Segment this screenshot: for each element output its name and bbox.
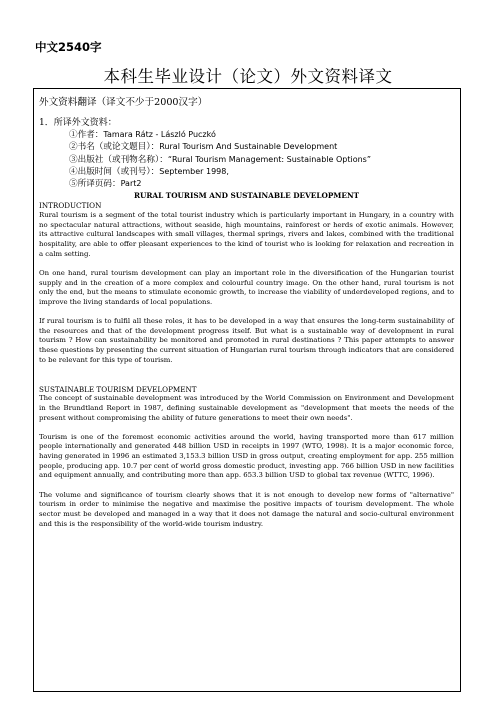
intro-heading: INTRODUCTION [39,201,102,211]
source-author: ①作者：Tamara Rátz - László Puczkó [69,130,216,140]
intro-paragraph-1: Rural tourism is a segment of the total tourist industry which is particularly important in Hungary, in a country with no spectacular natural attractions, without seaside, high mountains, rainforest or herds of exotic animals. However, its attractive cultural landscapes with small villages, thermal springs, rivers and lakes, combined with the traditional hospitality, are able to offer pleasant experiences to the kind of tourist who is looking for relaxation and recreation in a calm setting. [39,211,454,258]
sustainable-paragraph-1: The concept of sustainable development was introduced by the World Commission on Environment and Development in the Brundtland Report in 1987, defining sustainable development as "development that meets the needs of the present without compromising the ability of future generations to meet their own needs". [39,394,454,422]
sustainable-heading: SUSTAINABLE TOURISM DEVELOPMENT [39,384,197,394]
intro-paragraph-3: If rural tourism is to fulfil all these roles, it has to be developed in a way that ensures the long-term sustainability of the resources and that of the development progress itself. But what is a sustainable way of development in rural tourism ? How can sustainability be monitored and promoted in rural destinations ? This paper attempts to answer these questions by presenting the current situation of Hungarian rural tourism through indicators that are considered to be relevant for this type of tourism. [39,317,454,364]
article-main-heading: RURAL TOURISM AND SUSTAINABLE DEVELOPMENT [133,191,360,201]
source-info-list [39,129,454,190]
source-info-title: 1．所译外文资料： [39,118,117,128]
source-publisher: ③出版社（或刊物名称）：“Rural Tourism Management: Sustainable Options” [69,154,371,165]
source-pages: ⑤所译页码：Part2 [69,179,142,190]
document-title: 本科生毕业设计（论文）外文资料译文 [103,67,393,86]
sustainable-paragraph-3: The volume and significance of tourism clearly shows that it is not enough to develop new forms of "alternative" tourism in order to minimise the negative and maximise the positive impacts of tourism development. The whole sector must be developed and managed in a way that it does not damage the natural and socio-cultural environment and this is the responsibility of the world-wide tourism industry. [39,490,454,528]
source-date: ④出版时间（或刊号）：September 1998, [69,166,229,177]
intro-paragraph-2: On one hand, rural tourism development can play an important role in the diversification of the Hungarian tourist supply and in the creation of a more complex and colourful country image. On the other hand, rural tourism is not only the end, but the means to stimulate economic growth, to increase the viability of underdeveloped regions, and to improve the living standards of local populations. [39,268,454,306]
content-frame [33,88,461,692]
section-spacer [39,375,454,385]
source-book-title: ②书名（或论文题目）：Rural Tourism And Sustainable Development [69,142,338,153]
translation-header: 外文资料翻译（译文不少于2000汉字） [39,97,208,108]
sustainable-paragraph-2: Tourism is one of the foremost economic activities around the world, having transported more than 617 million people internationally and generated 448 billion USD in receipts in 1997 (WTO, 1998). It is a major economic force, having generated in 1996 an estimated 3,153.3 billion USD in gross output, creating employment for app. 255 million people, producing app. 10.7 per cent of world gross domestic product, investing app. 766 billion USD in new facilities and equipment annually, and contributing more than app. 653.3 billion USD to global tax revenue (WTTC, 1996). [39,432,454,480]
word-count-note: 中文2540字 [35,40,102,54]
